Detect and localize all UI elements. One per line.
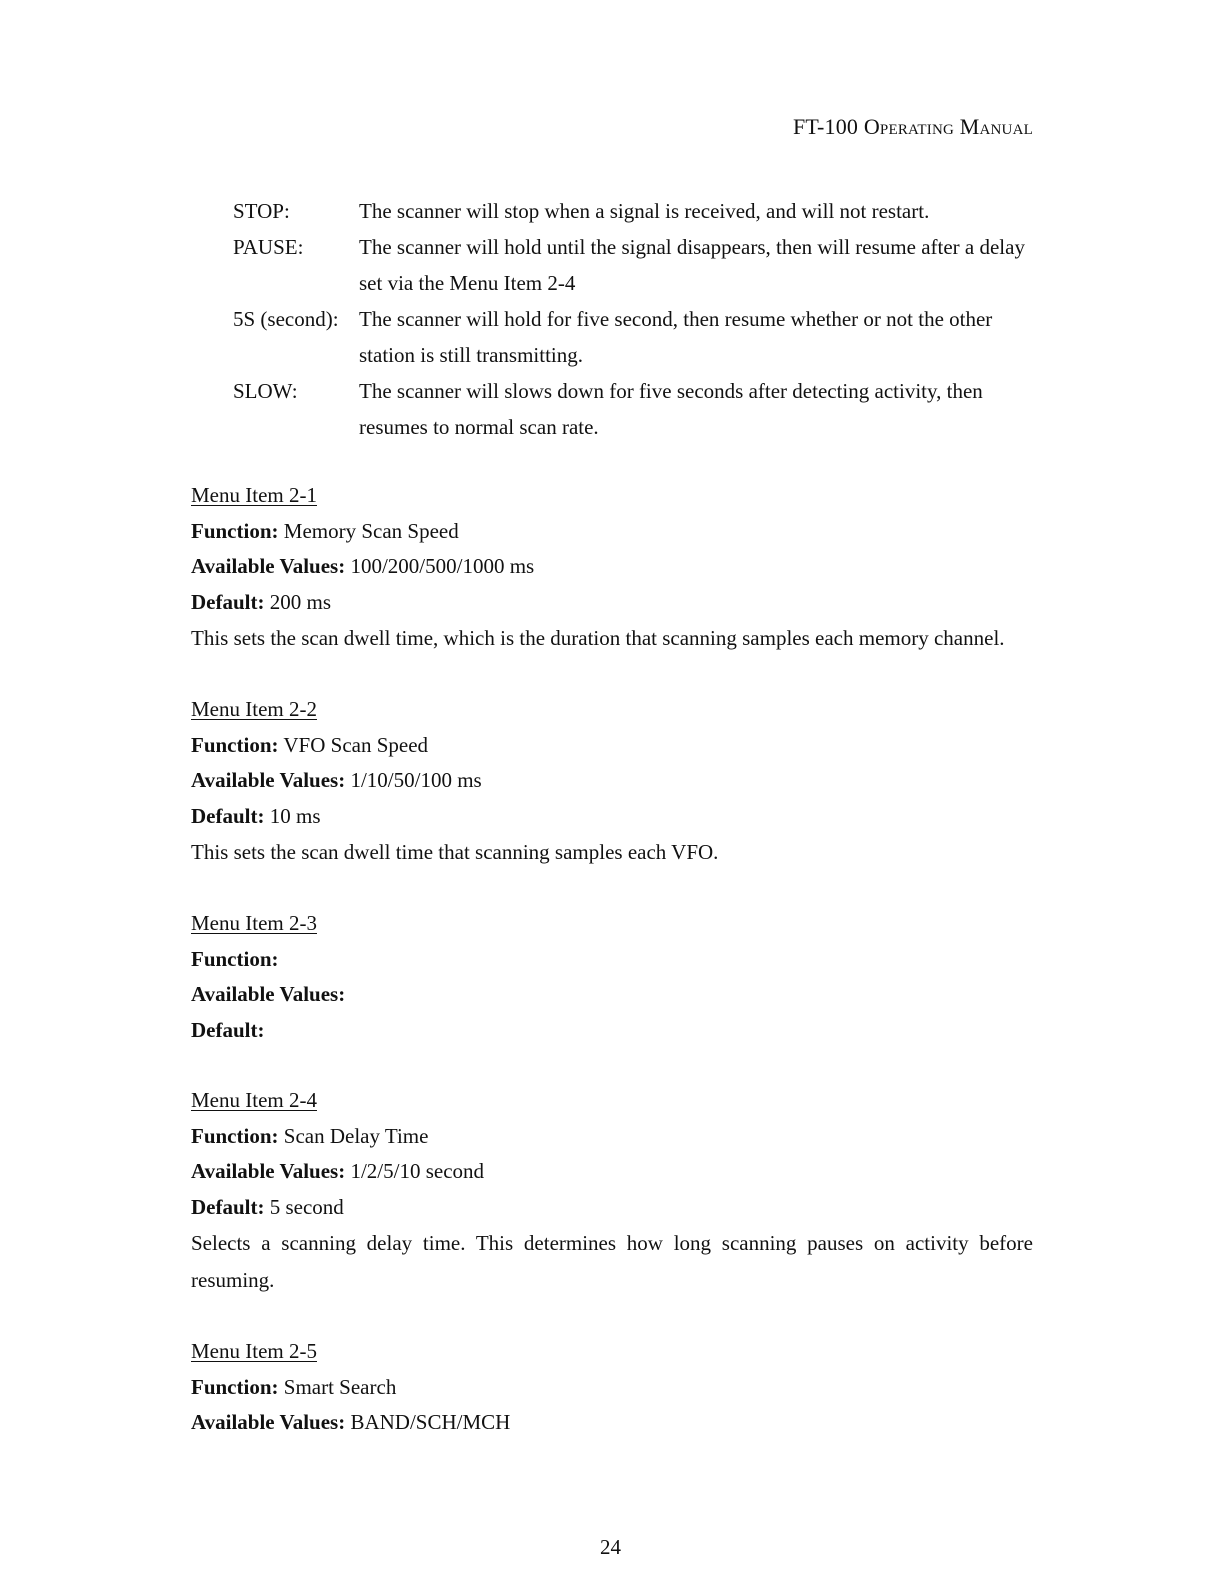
available-values-line <box>191 549 1033 585</box>
menu-item-2-4 <box>191 1083 1033 1299</box>
available-values-line <box>191 1405 1033 1441</box>
function-line <box>191 1119 1033 1155</box>
scan-mode-description: The scanner will stop when a signal is received, and will not restart. <box>359 199 930 223</box>
menu-item-heading: Menu Item 2-4 <box>191 1088 317 1112</box>
function-line <box>191 514 1033 550</box>
default-label: Default: <box>191 1017 265 1042</box>
scan-mode-row <box>233 373 1033 445</box>
menu-item-2-1 <box>191 478 1033 657</box>
available-values-label: Available Values: <box>191 554 346 578</box>
menu-item-heading: Menu Item 2-1 <box>191 483 317 507</box>
available-values-label: Available Values: <box>191 1159 346 1183</box>
function-label: Function: <box>191 1374 279 1399</box>
default-label: Default: <box>191 589 265 614</box>
menu-item-description: This sets the scan dwell time, which is the duration that scanning samples each memory channel. <box>191 626 1005 650</box>
function-line <box>191 942 1033 978</box>
function-value: Memory Scan Speed <box>283 518 459 543</box>
scan-mode-label: 5S (second): <box>233 307 339 331</box>
default-line <box>191 1190 1033 1226</box>
menu-item-2-2 <box>191 692 1033 871</box>
available-values-label: Available Values: <box>191 1410 346 1434</box>
menu-item-description: This sets the scan dwell time that scanning samples each VFO. <box>191 840 719 864</box>
default-label: Default: <box>191 803 265 828</box>
function-line <box>191 728 1033 764</box>
available-values-label: Available Values: <box>191 768 346 792</box>
menu-item-description: Selects a scanning delay time. This determines how long scanning pauses on activity before resuming. <box>191 1231 1033 1292</box>
available-values-label: Available Values: <box>191 982 346 1006</box>
available-values-value: 1/10/50/100 ms <box>350 768 482 792</box>
scan-mode-description: The scanner will hold until the signal disappears, then will resume after a delay set via the Menu Item 2-4 <box>359 235 1025 295</box>
function-value: Scan Delay Time <box>283 1123 429 1148</box>
scan-mode-label: SLOW: <box>233 379 298 403</box>
scan-mode-description: The scanner will slows down for five seconds after detecting activity, then resumes to normal scan rate. <box>359 379 983 439</box>
default-line <box>191 799 1033 835</box>
default-value: 5 second <box>269 1194 344 1219</box>
scan-mode-label: STOP: <box>233 199 290 223</box>
scan-mode-row <box>233 229 1033 301</box>
scan-resume-modes <box>233 193 1033 445</box>
manual-title: Operating Manual <box>863 114 1033 139</box>
available-values-value: 1/2/5/10 second <box>350 1159 485 1183</box>
default-value: 10 ms <box>269 803 321 828</box>
function-label: Function: <box>191 732 279 757</box>
menu-item-2-5 <box>191 1334 1033 1441</box>
menu-item-heading: Menu Item 2-5 <box>191 1339 317 1363</box>
default-value: 200 ms <box>269 589 331 614</box>
available-values-line <box>191 763 1033 799</box>
menu-item-heading: Menu Item 2-3 <box>191 911 317 935</box>
scan-mode-description: The scanner will hold for five second, then resume whether or not the other station is still transmitting. <box>359 307 993 367</box>
menu-item-heading: Menu Item 2-2 <box>191 697 317 721</box>
running-header <box>793 114 1033 140</box>
function-label: Function: <box>191 518 279 543</box>
scan-mode-row <box>233 301 1033 373</box>
available-values-value: BAND/SCH/MCH <box>350 1410 511 1434</box>
scan-mode-label: PAUSE: <box>233 235 304 259</box>
scan-mode-row <box>233 193 1033 229</box>
function-line <box>191 1370 1033 1406</box>
menu-items <box>191 478 1033 1476</box>
menu-item-2-3 <box>191 906 1033 1048</box>
function-value: Smart Search <box>283 1374 397 1399</box>
function-label: Function: <box>191 946 279 971</box>
function-value: VFO Scan Speed <box>283 732 429 757</box>
available-values-line <box>191 977 1033 1013</box>
default-label: Default: <box>191 1194 265 1219</box>
default-line <box>191 1013 1033 1049</box>
default-line <box>191 585 1033 621</box>
page-number: 24 <box>600 1535 621 1559</box>
manual-model: FT-100 <box>792 114 859 139</box>
available-values-value: 100/200/500/1000 ms <box>350 554 535 578</box>
function-label: Function: <box>191 1123 279 1148</box>
available-values-line <box>191 1154 1033 1190</box>
